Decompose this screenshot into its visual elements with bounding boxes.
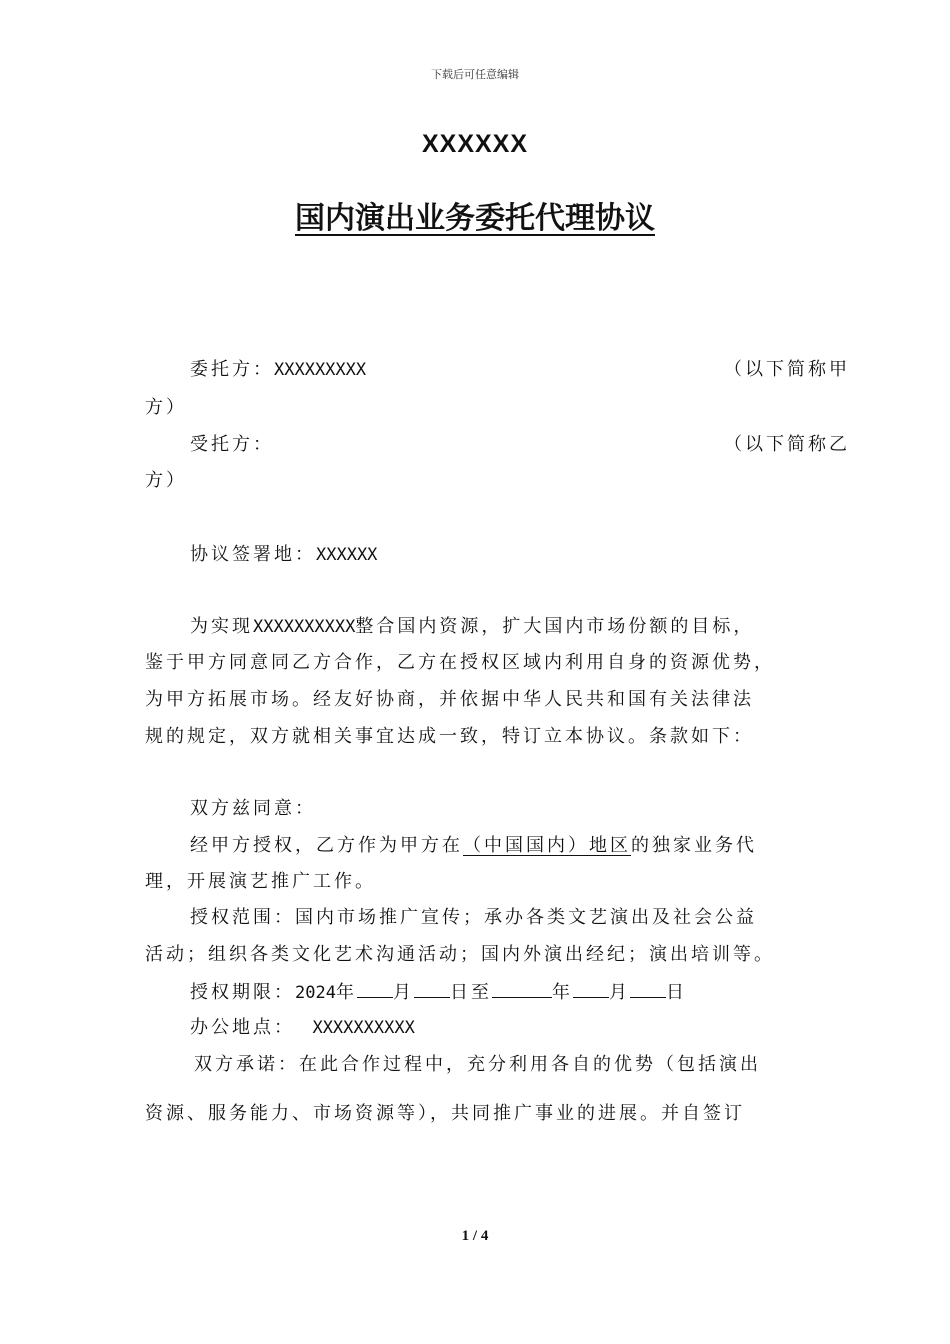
party-b-wrap: 方） — [145, 470, 187, 491]
term-end-day-blank[interactable] — [630, 977, 666, 998]
term-day: 日 — [449, 982, 471, 1003]
term-year: 年 — [335, 982, 357, 1003]
promise-line-1: 双方承诺：在此合作过程中，充分利用各自的优势（包括演出 — [194, 1054, 761, 1075]
sign-place-value: XXXXXX — [316, 545, 378, 565]
agree-line-1 — [145, 831, 850, 861]
party-a-suffix: （以下简称甲 — [724, 359, 850, 380]
intro-line-3: 为甲方拓展市场。经友好协商，并依据中华人民共和国有关法律法 — [145, 689, 754, 710]
agree-heading: 双方兹同意： — [190, 798, 316, 819]
term-day-2: 日 — [665, 982, 687, 1003]
agree-line-2: 理，开展演艺推广工作。 — [145, 871, 376, 892]
party-a-value: XXXXXXXXX — [274, 360, 367, 380]
term-label: 授权期限： — [190, 982, 295, 1003]
promise-line-2: 资源、服务能力、市场资源等），共同推广事业的进展。并自签订 — [145, 1103, 745, 1124]
intro-line-4: 规的规定，双方就相关事宜达成一致，特订立本协议。条款如下： — [145, 726, 754, 747]
sign-place-line — [145, 540, 850, 570]
term-year-start: 2024 — [295, 983, 336, 1003]
scope-line-2: 活动；组织各类文化艺术沟通活动；国内外演出经纪；演出培训等。 — [145, 944, 775, 965]
term-month-blank[interactable] — [357, 977, 393, 998]
term-month-2: 月 — [608, 982, 630, 1003]
sign-place-label: 协议签署地： — [190, 544, 316, 565]
page-number: 1 / 4 — [461, 1228, 489, 1244]
office-value: XXXXXXXXXX — [312, 1018, 415, 1038]
term-year-2: 年 — [551, 982, 573, 1003]
agree-text: 经甲方授权，乙方作为甲方在 — [190, 835, 463, 856]
intro-line-2: 鉴于甲方同意同乙方合作，乙方在授权区域内利用自身的资源优势， — [145, 652, 775, 673]
party-b-line — [145, 430, 850, 460]
office-line — [145, 1013, 850, 1043]
office-label: 办公地点： — [190, 1017, 295, 1038]
party-a-label: 委托方： — [190, 359, 274, 380]
party-b-suffix: （以下简称乙 — [724, 434, 850, 455]
party-a-wrap: 方） — [145, 397, 187, 418]
term-end-month-blank[interactable] — [573, 977, 609, 998]
document-title: 国内演出业务委托代理协议 — [295, 201, 655, 236]
header-note: 下载后可任意编辑 — [431, 68, 519, 81]
agree-text: 的独家业务代 — [631, 835, 757, 856]
scope-line-1: 授权范围：国内市场推广宣传；承办各类文艺演出及社会公益 — [190, 907, 757, 928]
intro-line-1 — [145, 612, 850, 642]
term-end-year-blank[interactable] — [492, 977, 552, 998]
term-line — [145, 977, 850, 1008]
intro-text: 为实现 — [190, 616, 253, 637]
term-to: 至 — [470, 982, 492, 1003]
party-a-line — [145, 355, 850, 385]
intro-code: XXXXXXXXXX — [253, 617, 356, 637]
party-b-label: 受托方： — [190, 434, 274, 455]
agree-region: （中国国内）地区 — [463, 835, 631, 856]
term-month: 月 — [392, 982, 414, 1003]
term-day-blank[interactable] — [414, 977, 450, 998]
intro-text: 整合国内资源，扩大国内市场份额的目标， — [355, 616, 755, 637]
company-name: XXXXXX — [421, 130, 529, 158]
